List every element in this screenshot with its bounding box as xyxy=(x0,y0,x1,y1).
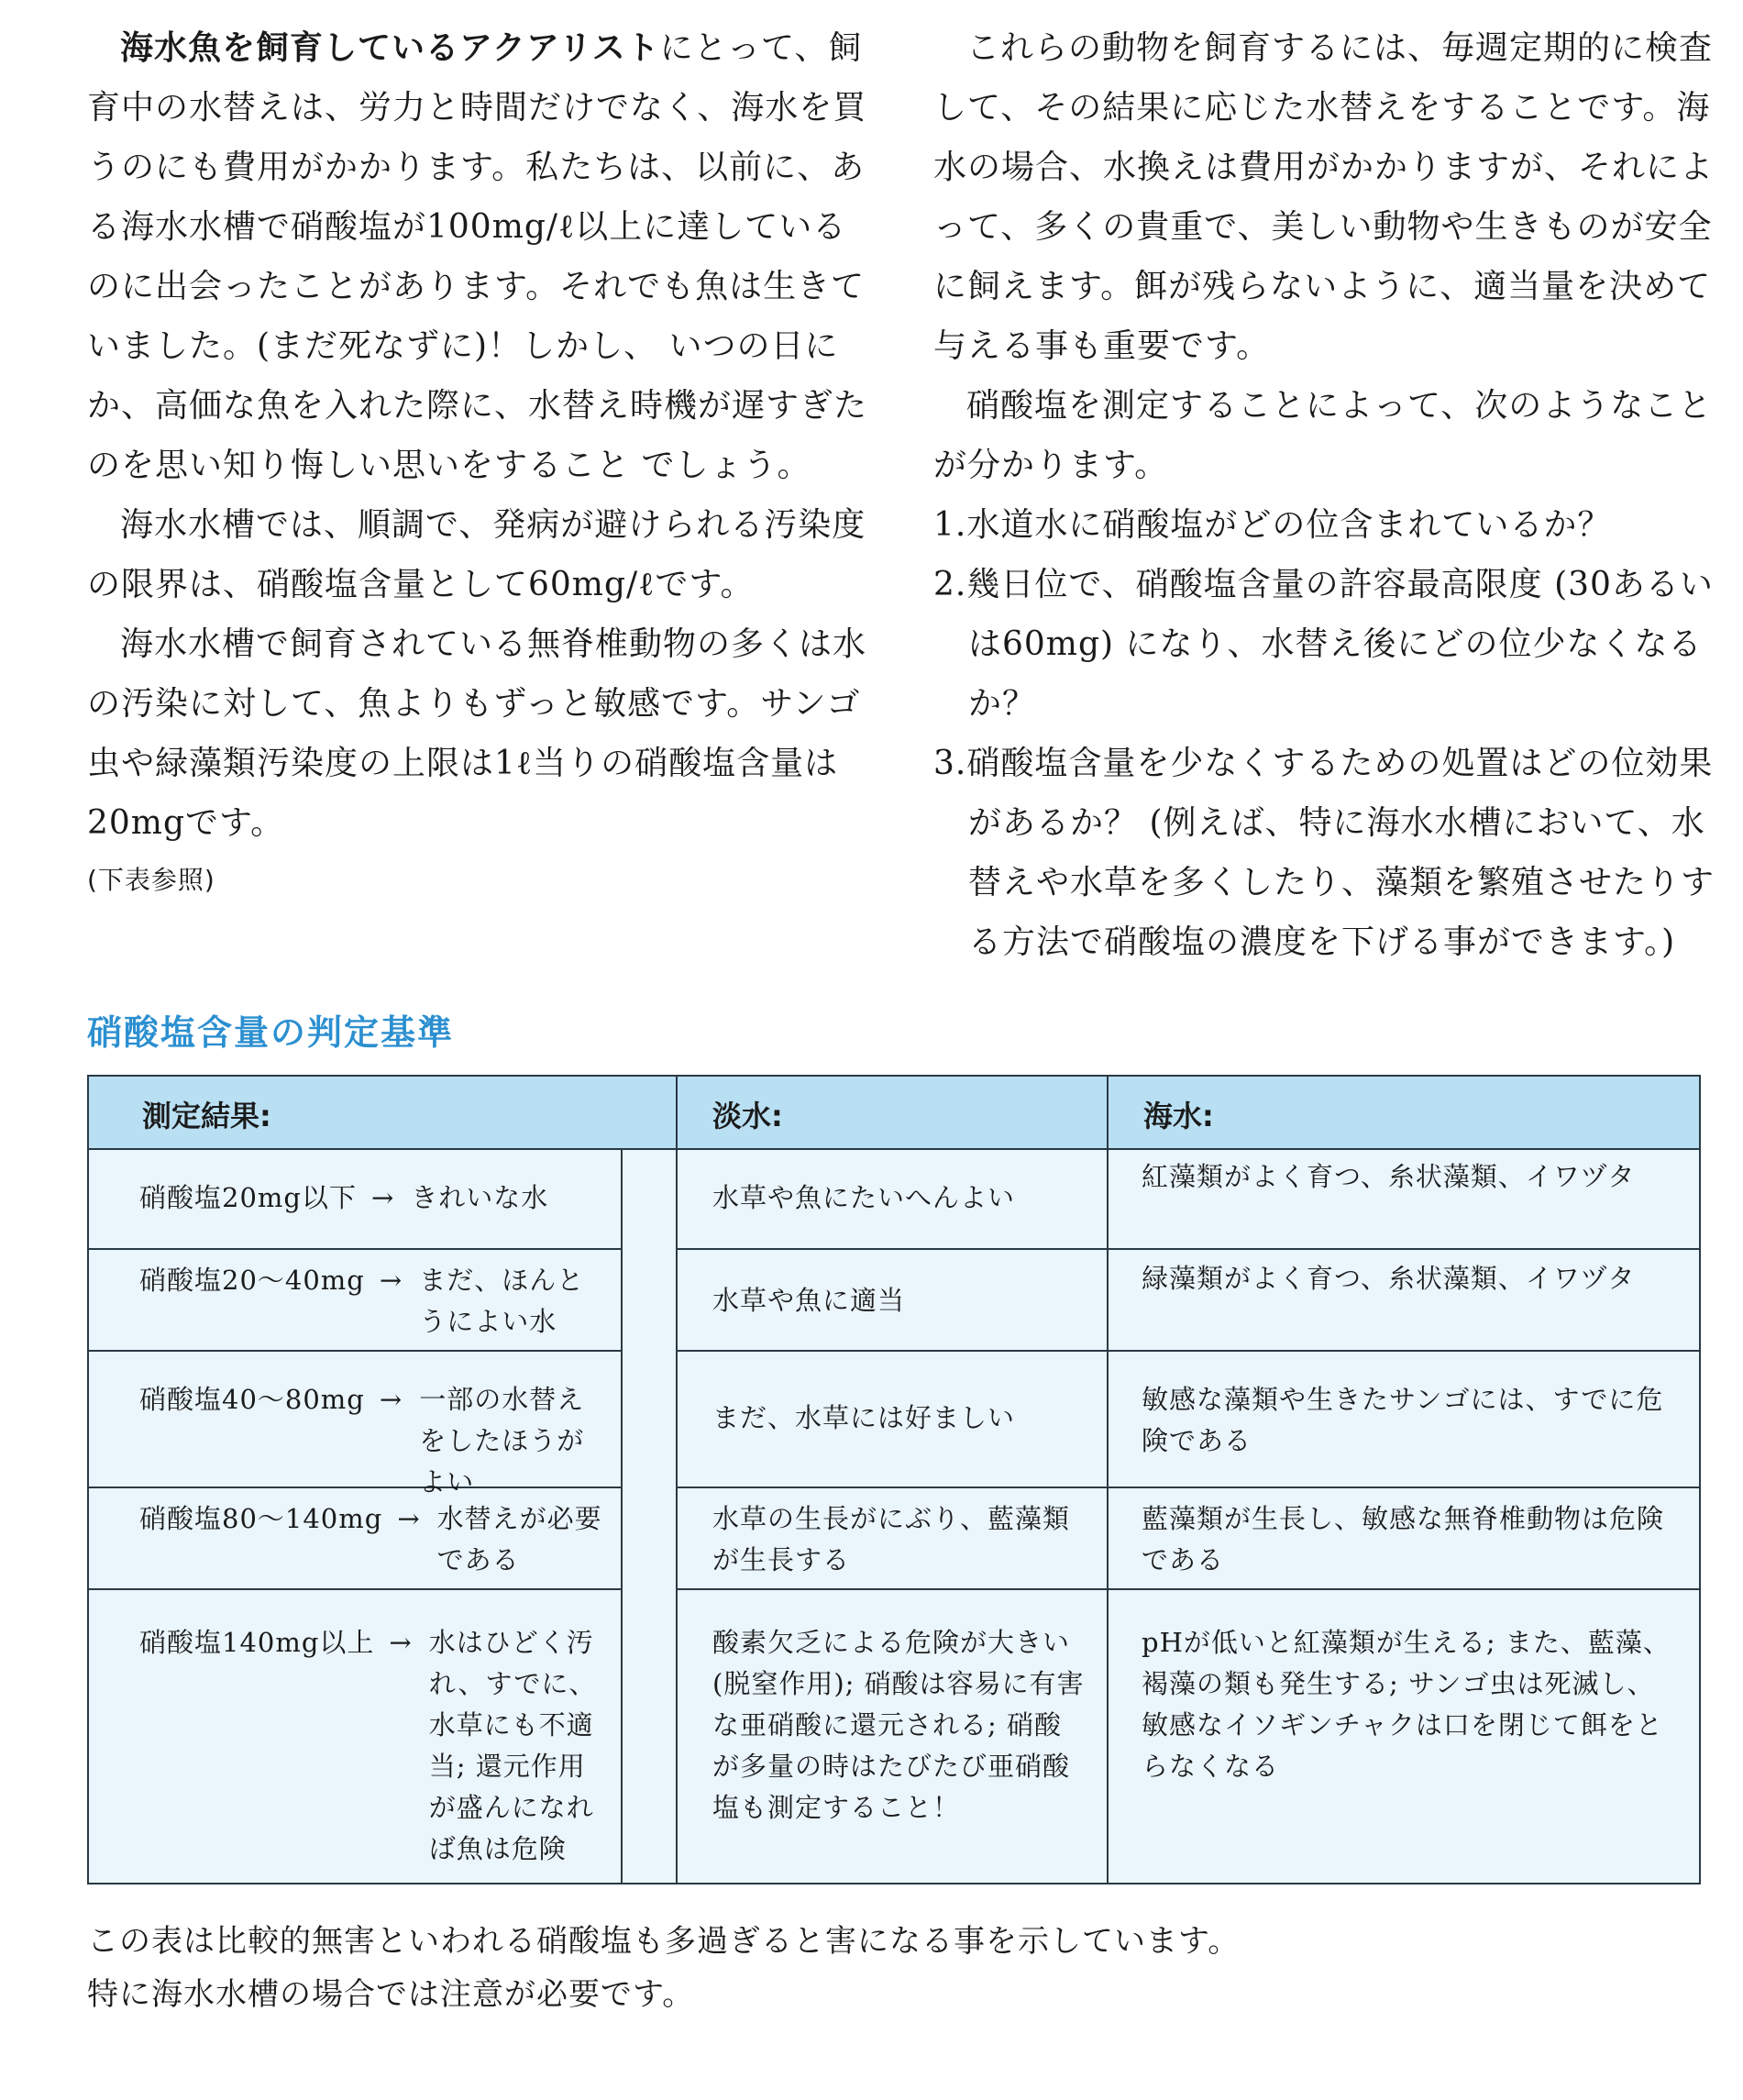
column-divider xyxy=(1107,1077,1109,1883)
header-result: 測定結果: xyxy=(142,1099,271,1133)
left-paragraph-2: 海水水槽では、順調で、発病が避けられる汚染度の限界は、硝酸塩含量として60mg/ℓです。 xyxy=(87,506,866,603)
freshwater-cell: 水草の生長がにぶり、藍藻類が生長する xyxy=(712,1503,1071,1575)
header-freshwater: 淡水: xyxy=(712,1099,783,1133)
list-item: 2.幾日位で、硝酸塩含量の許容最高限度 (30あるいは60mg) になり、水替え後にどの位少なくなるか？ xyxy=(933,566,1714,723)
seawater-cell: 敏感な藻類や生きたサンゴには、すでに危険である xyxy=(1142,1384,1664,1456)
table-row xyxy=(139,1622,612,1870)
result-text: 水はひどく汚れ、すでに、水草にも不適当; 還元作用が盛んになれば魚は危険 xyxy=(428,1627,597,1864)
table-row xyxy=(139,1260,612,1343)
nitrate-range: 硝酸塩20～40mg xyxy=(139,1265,365,1296)
nitrate-range: 硝酸塩40～80mg xyxy=(139,1384,365,1415)
lead-phrase: 海水魚を飼育しているアクアリスト xyxy=(120,29,660,67)
seawater-cell: 藍藻類が生長し、敏感な無脊椎動物は危険である xyxy=(1142,1503,1665,1575)
freshwater-cell: まだ、水草には好ましい xyxy=(712,1402,1016,1433)
table-row xyxy=(139,1498,612,1581)
column-divider xyxy=(676,1077,678,1883)
caption-line-1: この表は比較的無害といわれる硝酸塩も多過ぎると害になる事を示しています。 xyxy=(87,1923,1241,1960)
left-paragraph-3: 海水水槽で飼育されている無脊椎動物の多くは水の汚染に対して、魚よりもずっと敏感です。サンゴ虫や緑藻類汚染度の上限は1ℓ当りの硝酸塩含量は20mgです。 xyxy=(87,625,867,842)
seawater-cell: 紅藻類がよく育つ、糸状藻類、イワヅタ xyxy=(1142,1161,1636,1192)
table-reference-note: (下表参照) xyxy=(87,865,215,895)
left-paragraph-1-text: にとって、飼育中の水替えは、労力と時間だけでなく、海水を買うのにも費用がかかります。私たちは、以前に、ある海水水槽で硝酸塩が100mg/ℓ以上に達しているのに出会ったことがあります。それでも魚は生きていました。(まだ死なずに)！しかし、 いつの日にか、高価な魚を入れた際に、水替え時機が遅すぎたのを思い知り悔しい思いをすること でしょう。 xyxy=(87,29,868,484)
row-divider xyxy=(89,1350,621,1352)
right-paragraph-1: これらの動物を飼育するには、毎週定期的に検査して、その結果に応じた水替えをすることです。海水の場合、水換えは費用がかかりますが、それによって、多くの貴重で、美しい動物や生きものが安全に飼えます。餌が残らないように、適当量を決めて与える事も重要です。 xyxy=(933,29,1715,365)
table-caption xyxy=(87,1915,1646,2021)
section-title: 硝酸塩含量の判定基準 xyxy=(87,1012,455,1053)
arrow-icon: → xyxy=(397,1503,421,1534)
right-paragraph-2: 硝酸塩を測定することによって、次のようなことが分かります。 xyxy=(933,387,1713,484)
arrow-icon: → xyxy=(370,1182,395,1213)
header-seawater: 海水: xyxy=(1143,1099,1214,1133)
row-divider xyxy=(89,1248,621,1250)
left-column xyxy=(87,18,876,908)
table-row xyxy=(139,1379,612,1503)
result-inner-divider xyxy=(621,1150,623,1883)
row-divider xyxy=(676,1588,1699,1590)
result-text: まだ、ほんとうによい水 xyxy=(419,1265,585,1337)
row-divider xyxy=(676,1350,1699,1352)
seawater-cell: 緑藻類がよく育つ、糸状藻類、イワヅタ xyxy=(1142,1263,1636,1294)
nitrate-range: 硝酸塩20mg以下 xyxy=(139,1182,357,1213)
nitrate-range: 硝酸塩140mg以上 xyxy=(139,1627,375,1658)
row-divider xyxy=(676,1487,1699,1488)
arrow-icon: → xyxy=(379,1265,403,1296)
seawater-cell: pHが低いと紅藻類が生える; また、藍藻、褐藻の類も発生する; サンゴ虫は死滅し、敏感なイソギンチャクは口を閉じて餌をとらなくなる xyxy=(1142,1627,1671,1782)
table-row xyxy=(139,1177,612,1219)
freshwater-cell: 水草や魚にたいへんよい xyxy=(712,1182,1016,1213)
row-divider xyxy=(676,1248,1699,1250)
list-item: 3.硝酸塩含量を少なくするための処置はどの位効果があるか？ (例えば、特に海水水槽において、水替えや水草を多くしたり、藻類を繁殖させたりする方法で硝酸塩の濃度を下げる事ができます。) xyxy=(933,745,1715,961)
result-text: きれいな水 xyxy=(411,1182,549,1213)
arrow-icon: → xyxy=(379,1384,403,1415)
nitrate-range: 硝酸塩80～140mg xyxy=(139,1503,383,1534)
arrow-icon: → xyxy=(389,1627,413,1658)
list-item: 1.水道水に硝酸塩がどの位含まれているか？ xyxy=(933,506,1612,544)
findings-list xyxy=(933,495,1722,972)
row-divider xyxy=(89,1588,621,1590)
freshwater-cell: 水草や魚に適当 xyxy=(712,1285,906,1316)
result-text: 一部の水替えをしたほうがよい xyxy=(419,1384,585,1498)
nitrate-table xyxy=(87,1075,1701,1884)
result-text: 水替えが必要である xyxy=(436,1503,602,1575)
caption-line-2: 特に海水水槽の場合では注意が必要です。 xyxy=(87,1976,695,2013)
freshwater-cell: 酸素欠乏による危険が大きい (脱窒作用); 硝酸は容易に有害な亜硝酸に還元される; 硝酸が多量の時はたびたび亜硝酸塩も測定すること！ xyxy=(712,1627,1085,1823)
right-column xyxy=(933,18,1722,972)
left-paragraph-1 xyxy=(87,18,876,495)
